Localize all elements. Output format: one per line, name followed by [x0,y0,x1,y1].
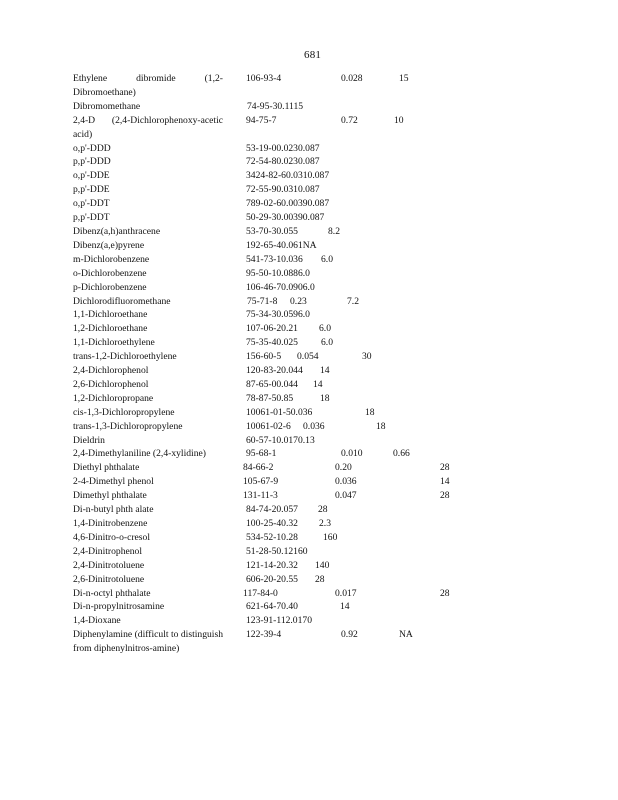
value-cell: 10 [394,114,404,126]
value-cell: 0.010 [341,448,363,460]
chemical-name: o,p'-DDT [73,198,110,210]
chemical-name: 2,4-D (2,4-Dichlorophenoxy-acetic acid) [73,114,223,140]
cas-number: 10061-02-6 [246,420,291,432]
table-row [73,281,473,295]
chemical-name: 2,6-Dichlorophenol [73,378,149,390]
chemical-name: 1,2-Dichloropropane [73,392,154,404]
table-row [73,503,473,517]
chemical-name: p,p'-DDT [73,212,110,224]
cas-number: 53-70-30.055 [246,225,298,237]
value-cell: 0.047 [335,490,357,502]
table-row [73,392,473,406]
chemical-name: 1,4-Dioxane [73,615,121,627]
value-cell: 28 [440,462,450,474]
table-row [73,434,473,448]
cas-number: 192-65-40.061NA [246,239,317,251]
cas-number: 75-35-40.025 [246,337,298,349]
chemical-name: 2,4-Dimethylaniline (2,4-xylidine) [73,448,206,460]
table-row [73,573,473,587]
chemical-name: 2,4-Dichlorophenol [73,365,149,377]
table-row [73,531,473,545]
table-row [73,267,473,281]
cas-number: 100-25-40.32 [246,518,298,529]
cas-number: 72-54-80.0230.087 [246,156,320,168]
cas-number: 84-74-20.057 [246,504,298,516]
cas-number: 87-65-00.044 [246,378,298,390]
value-cell: 6.0 [319,323,331,335]
cas-number: 117-84-0 [243,587,278,599]
table-row [73,72,473,100]
table-row [73,197,473,211]
chemical-name: 1,4-Dinitrobenzene [73,518,148,529]
chemical-name: Dibenz(a,h)anthracene [73,225,161,237]
table-row [73,364,473,378]
table-row [73,350,473,364]
value-cell: 7.2 [347,295,359,307]
chemical-name: 2-4-Dimethyl phenol [73,476,154,488]
value-cell: 2.3 [319,518,331,529]
chemical-name: p,p'-DDE [73,184,110,196]
cas-number: 75-34-30.0596.0 [246,309,310,321]
table-row [73,475,473,489]
value-cell: 0.017 [335,587,357,599]
chemical-name: p,p'-DDD [73,156,111,168]
chemical-name: p-Dichlorobenzene [73,281,147,293]
chemical-name: trans-1,3-Dichloropropylene [73,420,183,432]
value-cell: 15 [399,73,409,84]
table-row [73,378,473,392]
table-row [73,114,473,142]
table-row [73,489,473,503]
chemical-name: o,p'-DDD [73,142,111,154]
cas-number: 789-02-60.00390.087 [246,198,330,210]
value-cell: 0.20 [335,462,352,474]
table-row [73,545,473,559]
table-row [73,100,473,114]
cas-number: 10061-01-50.036 [246,406,313,418]
chemical-table [73,72,473,656]
cas-number: 534-52-10.28 [246,531,298,543]
chemical-name: m-Dichlorobenzene [73,253,150,265]
table-row [73,155,473,169]
value-cell: 0.028 [341,73,363,84]
value-cell: 18 [365,406,375,418]
chemical-name: Ethylene dibromide (1,2-Dibromoethane) [73,73,223,98]
table-row [73,420,473,434]
chemical-name: 2,4-Dinitrophenol [73,545,143,557]
table-row [73,447,473,461]
chemical-name: 1,1-Dichloroethylene [73,337,155,349]
chemical-name: Diethyl phthalate [73,462,140,474]
table-row [73,517,473,531]
table-row [73,628,473,656]
cas-number: 50-29-30.00390.087 [246,212,325,224]
value-cell: 14 [440,476,450,488]
cas-number: 106-46-70.0906.0 [246,281,315,293]
cas-number: 122-39-4 [246,629,282,641]
value-cell: 140 [315,559,330,571]
chemical-name: Dieldrin [73,434,105,446]
table-row [73,225,473,239]
chemical-name: 2,4-Dinitrotoluene [73,559,145,571]
chemical-name: Diphenylamine (difficult to distinguish from diphenylnitros-amine) [73,629,223,655]
cas-number: 53-19-00.0230.087 [246,142,320,154]
cas-number: 107-06-20.21 [246,323,298,335]
table-row [73,295,473,309]
chemical-name: 1,2-Dichloroethane [73,323,148,335]
chemical-name: 1,1-Dichloroethane [73,309,148,321]
cas-number: 131-11-3 [243,490,278,502]
cas-number: 106-93-4 [246,73,282,84]
table-row [73,406,473,420]
page-number: 681 [304,49,322,61]
chemical-name: Dimethyl phthalate [73,490,147,502]
chemical-name: Di-n-octyl phthalate [73,587,151,599]
value-cell: 0.23 [290,295,307,307]
value-cell: 0.054 [297,351,319,363]
value-cell: 18 [320,392,330,404]
cas-number: 621-64-70.40 [246,601,298,613]
chemical-name: cis-1,3-Dichloropropylene [73,406,175,418]
chemical-name: Dichlorodifluoromethane [73,295,171,307]
chemical-name: Di-n-butyl phth alate [73,504,154,516]
table-row [73,183,473,197]
cas-number: 72-55-90.0310.087 [246,184,320,196]
value-cell: 8.2 [328,225,340,237]
value-cell: 0.036 [303,420,325,432]
chemical-name: trans-1,2-Dichloroethylene [73,351,177,363]
value-cell: 28 [318,504,328,516]
value-cell: 0.036 [335,476,357,488]
table-row [73,322,473,336]
cas-number: 94-75-7 [246,114,277,126]
value-cell: 28 [440,490,450,502]
table-row [73,614,473,628]
value-cell: 0.72 [341,114,358,126]
cas-number: 95-50-10.0886.0 [246,267,310,279]
table-row [73,308,473,322]
table-row [73,211,473,225]
cas-number: 156-60-5 [246,351,282,363]
cas-number: 60-57-10.0170.13 [246,434,315,446]
value-cell: 18 [376,420,386,432]
cas-number: 3424-82-60.0310.087 [246,170,330,182]
value-cell: 14 [313,378,323,390]
table-row [73,559,473,573]
value-cell: 0.66 [393,448,410,460]
table-row [73,600,473,614]
cas-number: 78-87-50.85 [246,392,294,404]
cas-number: 606-20-20.55 [246,573,298,585]
chemical-name: 2,6-Dinitrotoluene [73,573,145,585]
value-cell: 160 [323,531,338,543]
chemical-name: Dibromomethane [73,100,141,112]
cas-number: 121-14-20.32 [246,559,298,571]
value-cell: 28 [440,587,450,599]
table-row [73,336,473,350]
cas-number: 120-83-20.044 [246,365,303,377]
table-row [73,169,473,183]
table-row [73,587,473,601]
value-cell: 0.92 [341,629,358,641]
cas-number: 75-71-8 [247,295,278,307]
chemical-name: Dibenz(a,e)pyrene [73,239,145,251]
table-row [73,142,473,156]
chemical-name: o-Dichlorobenzene [73,267,147,279]
table-row [73,239,473,253]
cas-number: 123-91-112.0170 [246,615,312,627]
table-row [73,253,473,267]
value-cell: NA [399,629,413,641]
cas-number: 84-66-2 [243,462,274,474]
chemical-name: 4,6-Dinitro-o-cresol [73,531,150,543]
cas-number: 105-67-9 [243,476,279,488]
value-cell: 6.0 [321,253,333,265]
value-cell: 30 [362,351,372,363]
cas-number: 51-28-50.12160 [246,545,308,557]
value-cell: 28 [315,573,325,585]
value-cell: 14 [340,601,350,613]
cas-number: 541-73-10.036 [246,253,303,265]
table-row [73,461,473,475]
value-cell: 14 [320,365,330,377]
cas-number: 95-68-1 [246,448,277,460]
value-cell: 6.0 [321,337,333,349]
chemical-name: o,p'-DDE [73,170,110,182]
cas-number: 74-95-30.1115 [247,100,304,112]
chemical-name: Di-n-propylnitrosamine [73,601,165,613]
